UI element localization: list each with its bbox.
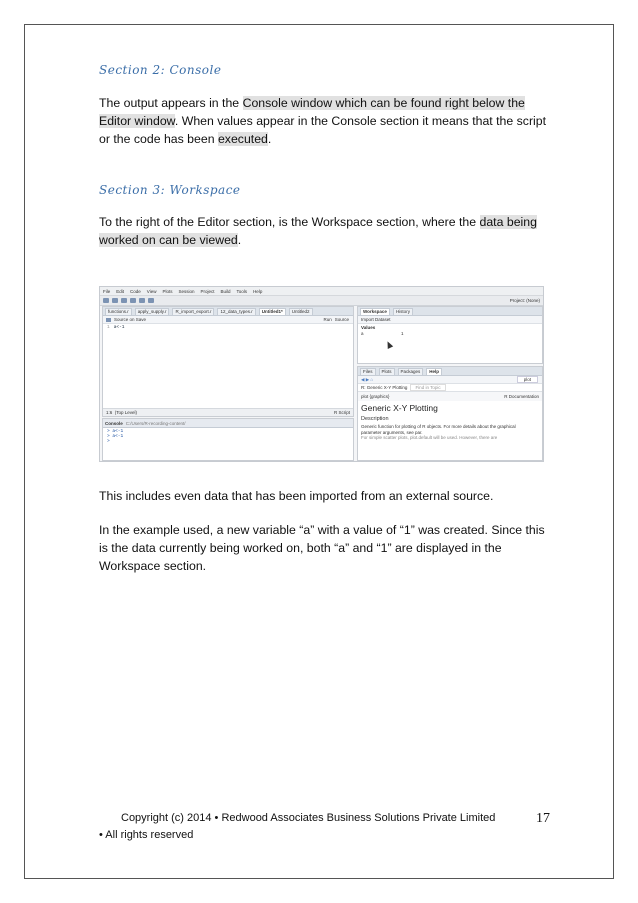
section2-paragraph xyxy=(99,94,549,148)
workspace-toolbar xyxy=(358,316,542,324)
code-text: a<-1 xyxy=(113,325,125,330)
help-toolbar xyxy=(358,376,542,384)
editor-tab-active[interactable]: Untitled1* xyxy=(259,308,286,315)
menu-view[interactable]: View xyxy=(146,288,157,294)
menu-plots[interactable]: Plots xyxy=(162,288,173,294)
console-title: Console xyxy=(105,420,123,426)
menu-build[interactable]: Build xyxy=(220,288,231,294)
console-line: > a<-1 xyxy=(107,434,124,439)
editor-toolbar xyxy=(103,316,353,324)
menu-file[interactable]: File xyxy=(103,288,111,294)
section2-text-2: . When values appear in the Console section it means that the script or the code has been xyxy=(99,114,547,146)
editor-tab[interactable]: Untitled2 xyxy=(289,308,313,315)
source-on-save-checkbox[interactable]: Source on Save xyxy=(114,317,147,322)
menu-edit[interactable]: Edit xyxy=(116,288,125,294)
menu-help[interactable]: Help xyxy=(253,288,263,294)
menu-session[interactable]: Session xyxy=(178,288,195,294)
tab-plots[interactable]: Plots xyxy=(379,368,395,375)
tab-packages[interactable]: Packages xyxy=(398,368,424,375)
menu-project[interactable]: Project xyxy=(200,288,215,294)
footer-rights: • All rights reserved xyxy=(99,829,194,841)
help-description-line: For simple scatter plots, plot.default will be used. However, there are xyxy=(361,435,498,440)
help-tabs xyxy=(358,367,542,376)
rstudio-menubar xyxy=(100,287,543,296)
editor-tab[interactable]: apply_supply.r xyxy=(135,308,170,315)
paragraph-imported-data: This includes even data that has been imported from an external source. xyxy=(99,489,494,503)
help-description-line: Generic function for plotting of R objects. For more details about the graphical xyxy=(361,424,516,429)
run-button[interactable]: Run xyxy=(323,317,332,322)
section3-paragraph xyxy=(99,213,549,249)
help-description-line: parameter arguments, see par. xyxy=(361,429,423,435)
line-number: 1 xyxy=(107,325,110,330)
editor-tab[interactable]: functions.r xyxy=(105,308,132,315)
editor-statusbar xyxy=(103,408,353,416)
footer-copyright: Copyright (c) 2014 • Redwood Associates Business Solutions Private Limited xyxy=(121,812,496,824)
section2-highlight-1: Console window which can be found right below the Editor window xyxy=(99,96,525,128)
help-function-label: plot {graphics} xyxy=(361,394,390,399)
rstudio-toolbar xyxy=(100,296,543,306)
help-topic-bar xyxy=(358,384,542,392)
console-header xyxy=(103,419,353,428)
console-pane xyxy=(102,418,354,461)
console-line: > a<-1 xyxy=(107,429,124,434)
cursor-position: 1:6 xyxy=(106,410,113,415)
open-file-icon[interactable] xyxy=(112,298,118,303)
import-dataset-button[interactable]: Import Dataset xyxy=(361,317,391,322)
section3-heading: Section 3: Workspace xyxy=(99,183,241,197)
editor-tabs xyxy=(103,307,353,316)
section2-highlight-2: executed xyxy=(217,132,268,146)
tab-history[interactable]: History xyxy=(393,308,413,315)
help-pane xyxy=(357,366,543,461)
print-icon[interactable] xyxy=(139,298,145,303)
tab-workspace[interactable]: Workspace xyxy=(360,308,390,315)
editor-tab[interactable]: 12_data_types.r xyxy=(217,308,255,315)
find-in-topic-input[interactable]: Find in Topic xyxy=(410,384,445,391)
section3-highlight: data being worked on can be viewed xyxy=(99,215,537,247)
editor-code-line[interactable] xyxy=(103,324,353,331)
project-menu[interactable]: Project: (None) xyxy=(509,298,540,303)
console-path: C:/Users/R-recording-content/ xyxy=(125,420,186,426)
help-search-input[interactable]: plot xyxy=(517,376,538,383)
help-description-heading: Description xyxy=(361,416,389,422)
workspace-tabs xyxy=(358,307,542,316)
save-icon[interactable] xyxy=(121,298,127,303)
tab-files[interactable]: Files xyxy=(360,368,376,375)
save-icon[interactable] xyxy=(106,318,111,322)
section3-text-1: To the right of the Editor section, is the Workspace section, where the xyxy=(99,215,480,229)
help-title: Generic X-Y Plotting xyxy=(361,403,438,413)
paragraph-example: In the example used, a new variable “a” with a value of “1” was created. Since this is the data currently being worked on, both “a” and “1” are displayed in the Workspace section. xyxy=(99,523,545,573)
editor-pane xyxy=(102,306,354,417)
scope-level: (Top Level) xyxy=(114,410,138,415)
console-line: > xyxy=(107,439,110,444)
editor-tab[interactable]: R_import_export.r xyxy=(172,308,214,315)
help-topic-path[interactable]: R: Generic X-Y Plotting xyxy=(361,385,408,390)
console-output[interactable] xyxy=(103,428,353,445)
menu-tools[interactable]: Tools xyxy=(236,288,248,294)
section2-heading: Section 2: Console xyxy=(99,63,222,77)
file-type[interactable]: R Script xyxy=(333,410,350,415)
rstudio-screenshot xyxy=(99,286,544,462)
goto-icon[interactable] xyxy=(148,298,154,303)
page-number: 17 xyxy=(536,811,550,826)
variable-name: a xyxy=(361,331,364,336)
mouse-cursor-icon xyxy=(385,340,393,349)
section3-text-2: . xyxy=(237,233,242,247)
menu-code[interactable]: Code xyxy=(130,288,141,294)
section2-text-1: The output appears in the xyxy=(99,96,243,110)
back-forward-icon[interactable]: ◀ ▶ ⌂ xyxy=(361,376,374,382)
save-all-icon[interactable] xyxy=(130,298,136,303)
variable-value: 1 xyxy=(401,331,404,336)
new-file-icon[interactable] xyxy=(103,298,109,303)
section2-text-3: . xyxy=(267,132,272,146)
source-button[interactable]: Source xyxy=(334,317,349,322)
help-doc-label: R Documentation xyxy=(504,394,539,399)
help-doc-header xyxy=(358,392,542,401)
workspace-pane xyxy=(357,306,543,364)
tab-help[interactable]: Help xyxy=(426,368,442,375)
workspace-group: Values xyxy=(361,325,376,330)
workspace-row[interactable] xyxy=(358,331,542,336)
